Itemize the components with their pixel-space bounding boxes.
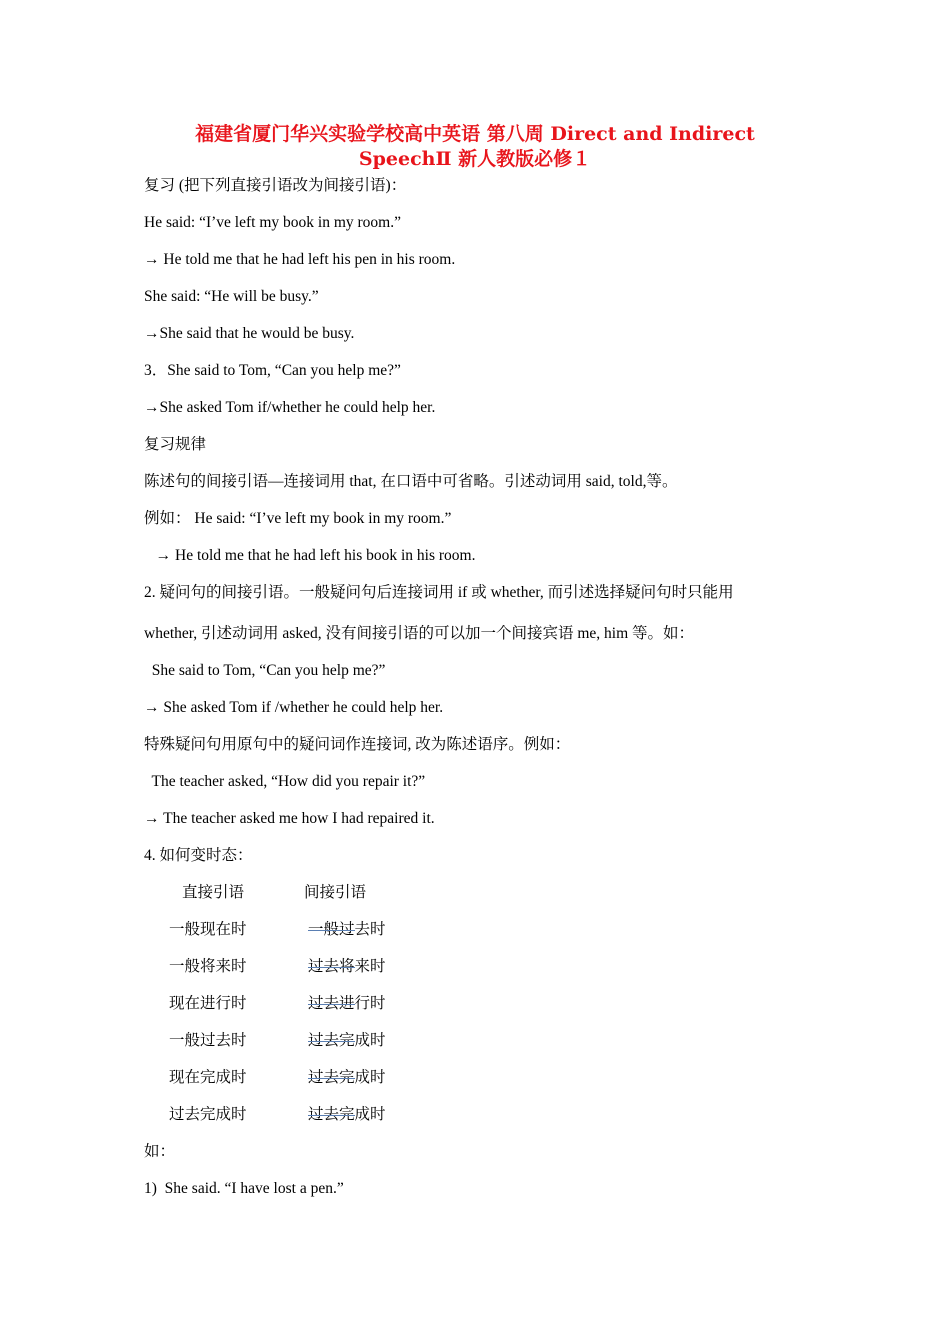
struck-text: 过去将 <box>308 958 355 975</box>
struck-text: 过去完 <box>308 1032 355 1049</box>
body-line: She said: “He will be busy.” <box>144 288 319 305</box>
tense-indirect <box>308 994 386 1014</box>
title-line-2: SpeechⅡ 新人教版必修１ <box>358 148 592 170</box>
struck-text: 过去进 <box>308 995 355 1012</box>
body-line: He said: “I’ve left my book in my room.” <box>144 214 401 231</box>
tense-indirect <box>308 920 386 940</box>
body-line: →She asked Tom if/whether he could help her. <box>144 399 436 416</box>
tense-indirect <box>308 1031 386 1051</box>
body-line: 特殊疑问句用原句中的疑问词作连接词, 改为陈述语序。例如： <box>144 736 571 753</box>
struck-text: 一般过 <box>308 921 355 938</box>
struck-text: 过去完 <box>308 1069 355 1086</box>
tense-direct: 一般过去时 <box>169 1032 247 1049</box>
body-line: 复习规律 <box>144 436 207 453</box>
tense-indirect-rest: 成时 <box>354 1069 386 1086</box>
body-line: 例如： He said: “I’ve left my book in my room.” <box>144 510 452 527</box>
tense-indirect <box>308 957 386 977</box>
body-line: 3．She said to Tom, “Can you help me?” <box>144 362 401 379</box>
tense-indirect <box>308 1068 386 1088</box>
body-line: whether, 引述动词用 asked, 没有间接引语的可以加一个间接宾语 me, him 等。如： <box>144 625 695 642</box>
tense-direct: 现在完成时 <box>169 1069 247 1086</box>
tense-indirect-rest: 成时 <box>354 1106 386 1123</box>
tense-indirect-rest: 去时 <box>354 921 386 938</box>
body-line: 2. 疑问句的间接引语。一般疑问句后连接词用 if 或 whether, 而引述选择疑问句时只能用 <box>144 584 734 601</box>
header-indirect-speech: 间接引语 <box>304 884 367 901</box>
tense-direct: 一般现在时 <box>169 921 247 938</box>
body-line: → She asked Tom if /whether he could help her. <box>144 699 444 716</box>
document-title <box>0 122 950 172</box>
body-line: → The teacher asked me how I had repaired it. <box>144 810 435 827</box>
body-line: 陈述句的间接引语—连接词用 that, 在口语中可省略。引述动词用 said, told,等。 <box>144 473 678 490</box>
tense-direct: 一般将来时 <box>169 958 247 975</box>
body-line: →She said that he would be busy. <box>144 325 355 342</box>
body-line: 1) She said. “I have lost a pen.” <box>144 1180 344 1197</box>
tense-indirect-rest: 成时 <box>354 1032 386 1049</box>
body-line: → He told me that he had left his pen in his room. <box>144 251 456 268</box>
tense-direct: 过去完成时 <box>169 1106 247 1123</box>
struck-text: 过去完 <box>308 1106 355 1123</box>
body-line: 如： <box>144 1143 176 1160</box>
tense-indirect <box>308 1105 386 1125</box>
body-line: She said to Tom, “Can you help me?” <box>144 662 386 679</box>
body-line: The teacher asked, “How did you repair it?” <box>144 773 426 790</box>
body-line: 4. 如何变时态： <box>144 847 253 864</box>
tense-indirect-rest: 来时 <box>354 958 386 975</box>
title-line-1: 福建省厦门华兴实验学校高中英语 第八周 Direct and Indirect <box>195 123 755 145</box>
tense-indirect-rest: 行时 <box>354 995 386 1012</box>
body-line: → He told me that he had left his book in his room. <box>144 547 476 564</box>
body-line: 复习 (把下列直接引语改为间接引语)： <box>144 177 407 194</box>
header-direct-speech: 直接引语 <box>182 884 245 901</box>
tense-direct: 现在进行时 <box>169 995 247 1012</box>
